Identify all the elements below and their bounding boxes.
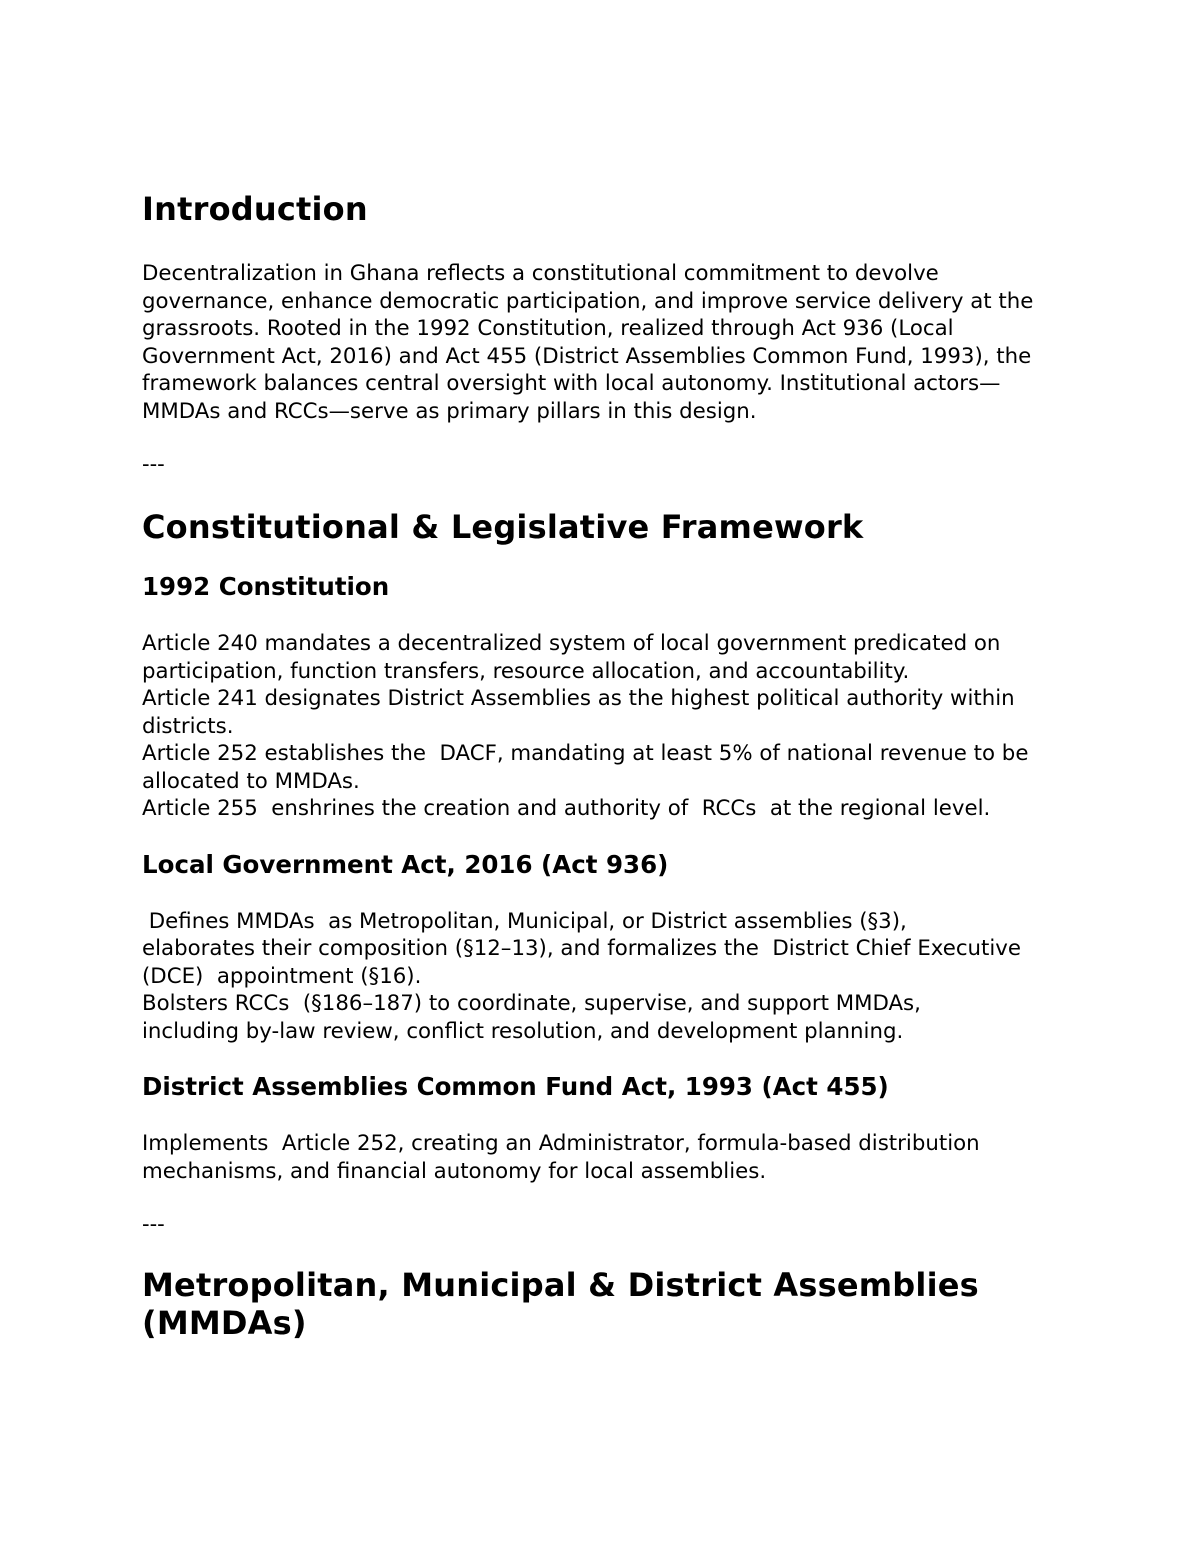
constitution-subheading: 1992 Constitution xyxy=(142,572,390,601)
act936-paragraph: Defines MMDAs as Metropolitan, Municipal, or District assemblies (§3), elaborates their composition (§12–13), and formalizes the District Chief Executive (DCE) appointment (§16). Bolsters RCCs (§186–187) to coordinate, supervise, and support MMDAs, including by-law review, conflict resolution, and development planning. xyxy=(142,908,1022,1044)
document-page xyxy=(142,190,1062,1342)
act455-paragraph: Implements Article 252, creating an Administrator, formula-based distribution mechanisms, and financial autonomy for local assemblies. xyxy=(142,1131,987,1184)
act455-subheading: District Assemblies Common Fund Act, 1993 (Act 455) xyxy=(142,1072,889,1101)
framework-heading: Constitutional & Legislative Framework xyxy=(142,508,864,546)
introduction-paragraph: Decentralization in Ghana reflects a constitutional commitment to devolve governance, enhance democratic participation, and improve service delivery at the grassroots. Rooted in the 1992 Constitution, realized through Act 936 (Local Government Act, 2016) and Act 455 (District Assemblies Common Fund, 1993), the framework balances central oversight with local autonomy. Institutional actors—MMDAs and RCCs—serve as primary pillars in this design. xyxy=(142,261,1041,424)
section-separator: --- xyxy=(142,1212,165,1236)
act936-subheading: Local Government Act, 2016 (Act 936) xyxy=(142,849,669,879)
constitution-paragraph: Article 240 mandates a decentralized system of local government predicated on participation, function transfers, resource allocation, and accountability. Article 241 designates District Assemblies as the highest political authority within districts. Article 252 establishes the DACF, mandating at least 5% of national revenue to be allocated to MMDAs. Article 255 enshrines the creation and authority of RCCs at the regional level. xyxy=(142,631,1029,821)
introduction-heading: Introduction xyxy=(142,190,368,228)
section-separator: --- xyxy=(142,452,165,476)
mmdas-heading: Metropolitan, Municipal & District Assemblies (MMDAs) xyxy=(142,1266,979,1342)
